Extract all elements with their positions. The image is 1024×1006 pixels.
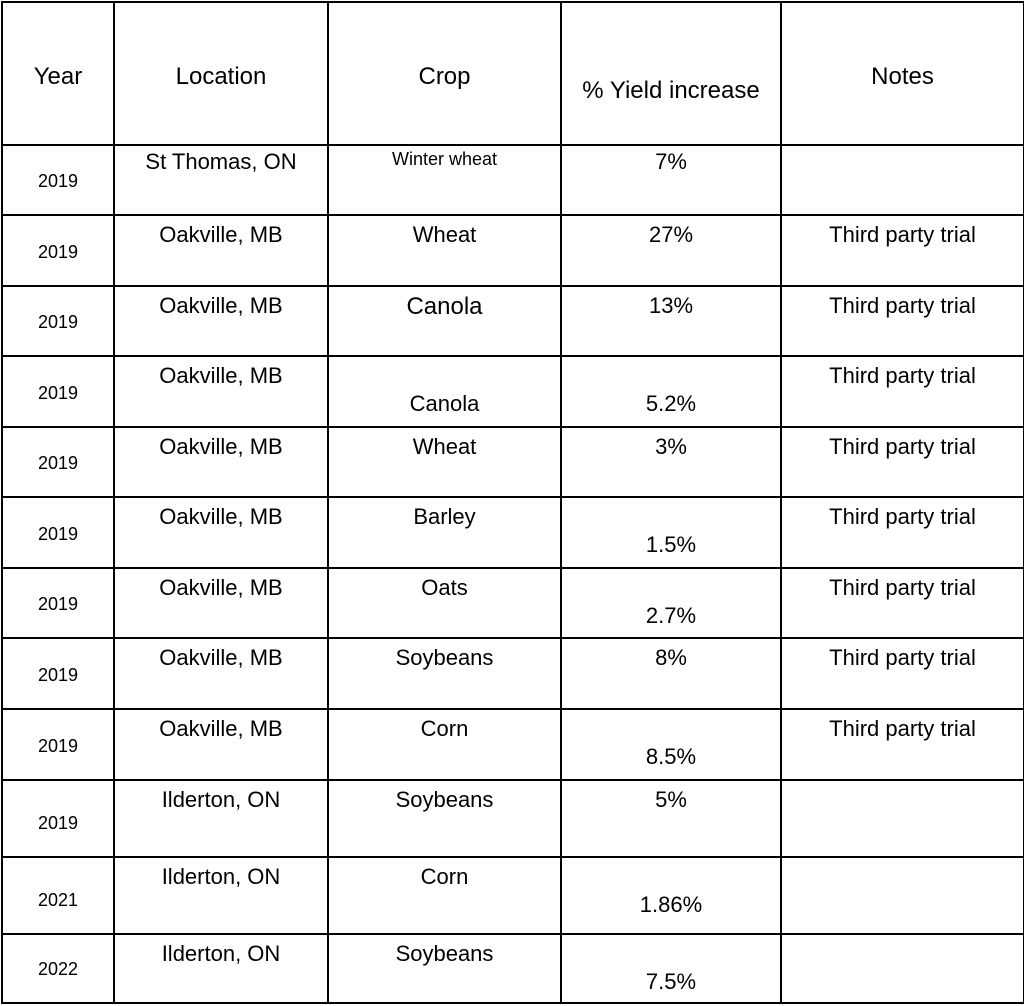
yield-cell: 3% <box>561 427 781 497</box>
location-cell: Oakville, MB <box>114 427 328 497</box>
notes-cell: Third party trial <box>781 568 1024 638</box>
yield-cell: 8.5% <box>561 709 781 780</box>
table-row <box>2 215 1024 286</box>
crop-cell: Oats <box>328 568 561 638</box>
notes-cell: Third party trial <box>781 638 1024 709</box>
location-cell: St Thomas, ON <box>114 145 328 215</box>
notes-cell <box>781 934 1024 1003</box>
notes-cell: Third party trial <box>781 286 1024 356</box>
yield-cell: 5.2% <box>561 356 781 427</box>
notes-cell <box>781 857 1024 934</box>
yield-table <box>1 1 1024 1004</box>
crop-cell: Soybeans <box>328 780 561 857</box>
table-row <box>2 356 1024 427</box>
header-location: Location <box>114 2 328 145</box>
table-row <box>2 427 1024 497</box>
crop-cell: Barley <box>328 497 561 568</box>
header-row <box>2 2 1024 145</box>
yield-cell: 1.5% <box>561 497 781 568</box>
yield-cell: 5% <box>561 780 781 857</box>
notes-cell: Third party trial <box>781 356 1024 427</box>
location-cell: Oakville, MB <box>114 638 328 709</box>
yield-cell: 7.5% <box>561 934 781 1003</box>
location-cell: Ilderton, ON <box>114 780 328 857</box>
year-cell: 2021 <box>2 857 114 934</box>
crop-cell: Soybeans <box>328 638 561 709</box>
year-cell: 2019 <box>2 145 114 215</box>
yield-cell: 13% <box>561 286 781 356</box>
table-row <box>2 709 1024 780</box>
location-cell: Oakville, MB <box>114 497 328 568</box>
crop-cell: Wheat <box>328 427 561 497</box>
location-cell: Oakville, MB <box>114 356 328 427</box>
location-cell: Ilderton, ON <box>114 857 328 934</box>
table-row <box>2 934 1024 1003</box>
location-cell: Oakville, MB <box>114 568 328 638</box>
crop-cell: Corn <box>328 857 561 934</box>
table-row <box>2 780 1024 857</box>
year-cell: 2019 <box>2 638 114 709</box>
table-row <box>2 286 1024 356</box>
notes-cell: Third party trial <box>781 497 1024 568</box>
location-cell: Ilderton, ON <box>114 934 328 1003</box>
year-cell: 2019 <box>2 497 114 568</box>
yield-cell: 2.7% <box>561 568 781 638</box>
header-crop: Crop <box>328 2 561 145</box>
yield-cell: 27% <box>561 215 781 286</box>
table-row <box>2 857 1024 934</box>
location-cell: Oakville, MB <box>114 709 328 780</box>
header-notes: Notes <box>781 2 1024 145</box>
year-cell: 2019 <box>2 427 114 497</box>
notes-cell: Third party trial <box>781 215 1024 286</box>
year-cell: 2019 <box>2 286 114 356</box>
year-cell: 2022 <box>2 934 114 1003</box>
crop-cell: Canola <box>328 356 561 427</box>
header-year: Year <box>2 2 114 145</box>
notes-cell: Third party trial <box>781 427 1024 497</box>
year-cell: 2019 <box>2 780 114 857</box>
crop-cell: Canola <box>328 286 561 356</box>
crop-cell: Corn <box>328 709 561 780</box>
yield-cell: 8% <box>561 638 781 709</box>
yield-cell: 1.86% <box>561 857 781 934</box>
crop-cell: Wheat <box>328 215 561 286</box>
header-yield-increase: % Yield increase <box>561 2 781 145</box>
year-cell: 2019 <box>2 356 114 427</box>
notes-cell <box>781 145 1024 215</box>
year-cell: 2019 <box>2 709 114 780</box>
notes-cell: Third party trial <box>781 709 1024 780</box>
location-cell: Oakville, MB <box>114 286 328 356</box>
crop-cell: Winter wheat <box>328 145 561 215</box>
year-cell: 2019 <box>2 215 114 286</box>
year-cell: 2019 <box>2 568 114 638</box>
table-row <box>2 497 1024 568</box>
crop-cell: Soybeans <box>328 934 561 1003</box>
table-row <box>2 638 1024 709</box>
location-cell: Oakville, MB <box>114 215 328 286</box>
notes-cell <box>781 780 1024 857</box>
table-row <box>2 568 1024 638</box>
table-row <box>2 145 1024 215</box>
yield-cell: 7% <box>561 145 781 215</box>
